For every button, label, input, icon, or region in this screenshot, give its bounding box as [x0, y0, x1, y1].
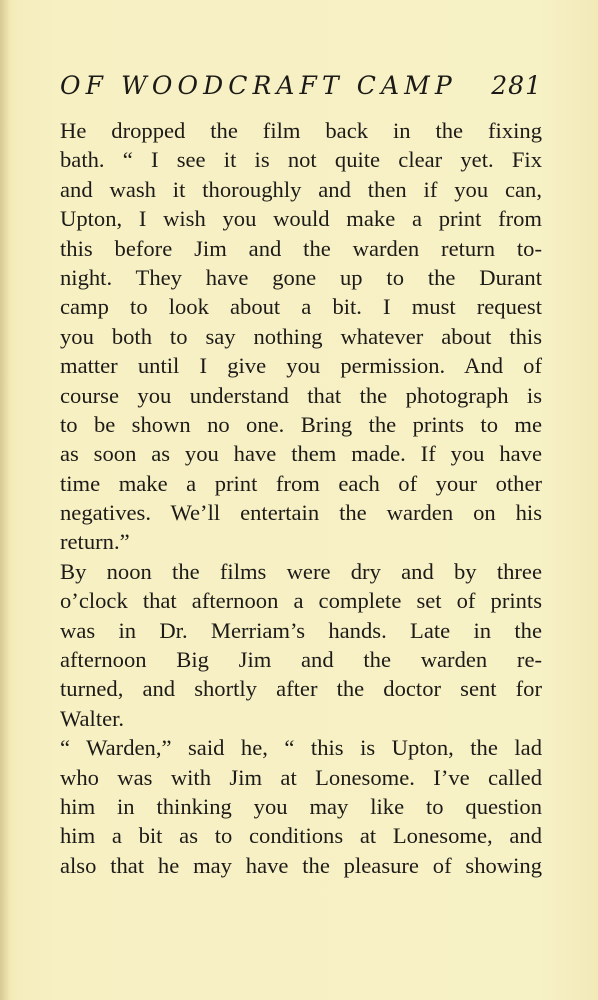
text-line: you both to say nothing whatever about this: [60, 323, 542, 349]
page-gutter-shadow: [0, 0, 10, 1000]
text-line: night. They have gone up to the Durant: [60, 264, 542, 290]
text-line: him a bit as to conditions at Lonesome, and: [60, 823, 542, 849]
text-line: bath. “ I see it is not quite clear yet. Fix: [60, 147, 542, 173]
page-number: 281: [491, 71, 542, 100]
text-line: was in Dr. Merriam’s hands. Late in the: [60, 617, 542, 643]
text-line: matter until I give you permission. And of: [60, 353, 542, 379]
text-line: negatives. We’ll entertain the warden on his: [60, 500, 542, 526]
text-line: who was with Jim at Lonesome. I’ve called: [60, 764, 542, 790]
running-title: OF WOODCRAFT CAMP: [60, 71, 457, 100]
text-line: time make a print from each of your other: [60, 470, 542, 496]
text-line: and wash it thoroughly and then if you can,: [60, 176, 542, 202]
body-text: [60, 116, 542, 880]
page-header: [60, 71, 542, 105]
text-line: camp to look about a bit. I must request: [60, 294, 542, 320]
text-line: as soon as you have them made. If you have: [60, 441, 542, 467]
text-line: to be shown no one. Bring the prints to me: [60, 411, 542, 437]
text-line: o’clock that afternoon a complete set of prints: [60, 588, 542, 614]
text-line: course you understand that the photograph is: [60, 382, 542, 408]
text-line: Walter.: [60, 705, 125, 731]
text-line: He dropped the film back in the fixing: [60, 118, 542, 143]
text-line: him in thinking you may like to question: [60, 793, 542, 819]
text-line: also that he may have the pleasure of showing: [60, 852, 542, 878]
text-line: “ Warden,” said he, “ this is Upton, the lad: [60, 735, 542, 761]
text-line: By noon the films were dry and by three: [60, 558, 542, 584]
text-line: return.”: [60, 529, 130, 555]
text-line: turned, and shortly after the doctor sent for: [60, 676, 542, 702]
text-line: Upton, I wish you would make a print from: [60, 206, 542, 232]
text-line: this before Jim and the warden return to-: [60, 235, 542, 261]
text-line: afternoon Big Jim and the warden re-: [60, 647, 542, 673]
